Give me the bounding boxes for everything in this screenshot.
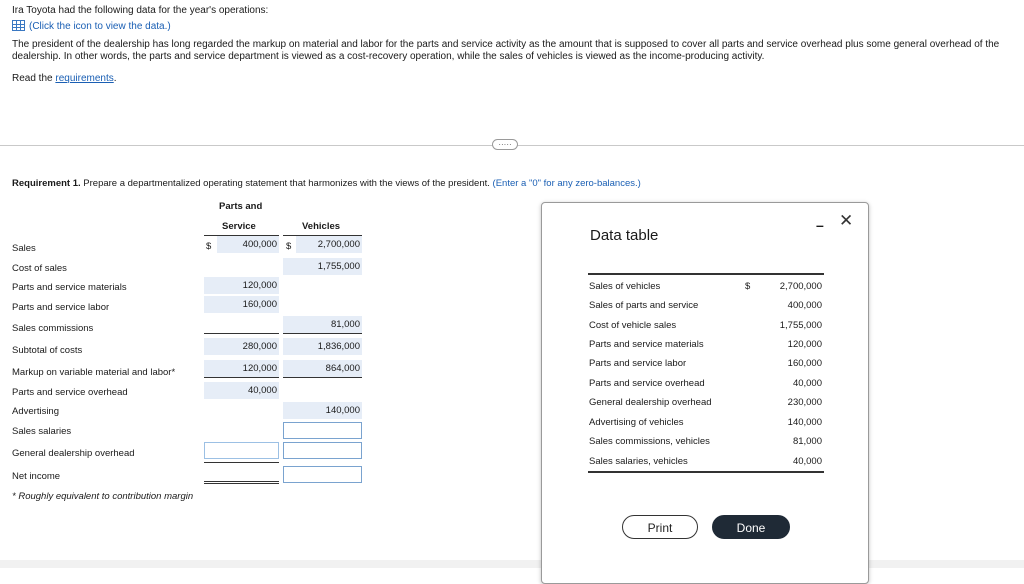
data-row-label: Advertising of vehicles — [589, 417, 684, 428]
data-row-value: 400,000 — [787, 300, 822, 311]
read-prefix: Read the — [12, 73, 56, 84]
data-row-label: Sales commissions, vehicles — [589, 436, 710, 447]
view-data-link[interactable] — [12, 20, 171, 32]
dollar-sign-veh: $ — [286, 241, 292, 252]
row-label-sales: Sales — [12, 243, 36, 254]
cell-sales-ps: 400,000 — [217, 236, 279, 253]
data-row-label: Sales salaries, vehicles — [589, 456, 688, 467]
data-row-label: Parts and service labor — [589, 358, 687, 369]
data-row-label: Cost of vehicle sales — [589, 320, 677, 331]
data-row-label: General dealership overhead — [589, 397, 712, 408]
requirements-link[interactable]: requirements — [55, 73, 114, 84]
row-label-overhead: Parts and service overhead — [12, 387, 128, 398]
data-row-label: Parts and service overhead — [589, 378, 705, 389]
row-label-salaries: Sales salaries — [12, 426, 72, 437]
requirement-line — [12, 178, 641, 189]
data-row-value: 40,000 — [792, 456, 822, 467]
cell-sales-veh: 2,700,000 — [296, 236, 362, 253]
input-salaries-veh[interactable] — [283, 422, 362, 439]
data-row-value: 230,000 — [787, 397, 822, 408]
row-label-commissions: Sales commissions — [12, 323, 94, 334]
row-label-labor: Parts and service labor — [12, 302, 110, 313]
cell-cost-of-sales-veh: 1,755,000 — [283, 258, 362, 275]
minimize-icon[interactable]: – — [816, 217, 824, 233]
row-label-net-income: Net income — [12, 471, 61, 482]
table-top-rule — [588, 273, 824, 275]
requirement-text: Prepare a departmentalized operating statement that harmonizes with the views of the president. — [80, 178, 490, 189]
expand-handle[interactable]: ····· — [492, 139, 518, 150]
read-requirements — [12, 73, 117, 84]
read-suffix: . — [113, 73, 117, 84]
footnote: * Roughly equivalent to contribution margin — [12, 491, 194, 502]
col-header-vehicles: Vehicles — [302, 221, 341, 232]
subtotal-rule-ps — [204, 333, 279, 334]
row-label-cost-of-sales: Cost of sales — [12, 263, 67, 274]
cell-markup-veh: 864,000 — [283, 360, 362, 377]
data-row-value: 1,755,000 — [779, 320, 822, 331]
data-row-label: Sales of vehicles — [589, 281, 661, 292]
cell-subtotal-ps: 280,000 — [204, 338, 279, 355]
input-general-veh[interactable] — [283, 442, 362, 459]
input-net-ps[interactable] — [204, 465, 279, 482]
data-row-value: 120,000 — [787, 339, 822, 350]
col-header-parts: Parts and — [219, 201, 263, 212]
requirement-number: Requirement 1. — [12, 178, 81, 189]
input-net-veh[interactable] — [283, 466, 362, 483]
data-row-label: Sales of parts and service — [589, 300, 699, 311]
bottom-band — [0, 560, 1024, 568]
row-label-subtotal: Subtotal of costs — [12, 345, 83, 356]
input-general-ps[interactable] — [204, 442, 279, 459]
subtotal-rule-veh — [283, 333, 362, 334]
table-dollar-sign: $ — [745, 281, 751, 292]
requirement-hint: (Enter a "0" for any zero-balances.) — [492, 178, 641, 189]
row-label-advertising: Advertising — [12, 406, 59, 417]
close-icon[interactable]: ✕ — [839, 211, 854, 230]
cell-commissions-veh: 81,000 — [283, 316, 362, 333]
cell-advertising-veh: 140,000 — [283, 402, 362, 419]
data-row-value: 160,000 — [787, 358, 822, 369]
data-row-value: 40,000 — [792, 378, 822, 389]
print-button[interactable]: Print — [622, 515, 698, 539]
table-icon[interactable] — [12, 20, 25, 31]
table-bottom-rule — [588, 471, 824, 473]
cell-materials-ps: 120,000 — [204, 277, 279, 294]
done-button[interactable]: Done — [712, 515, 790, 539]
data-row-value: 2,700,000 — [779, 281, 822, 292]
cell-markup-ps: 120,000 — [204, 360, 279, 377]
cell-subtotal-veh: 1,836,000 — [283, 338, 362, 355]
markup-rule-ps — [204, 377, 279, 378]
dialog-title: Data table — [590, 227, 659, 244]
col-header-service: Service — [222, 221, 256, 232]
data-row-label: Parts and service materials — [589, 339, 704, 350]
row-label-materials: Parts and service materials — [12, 282, 127, 293]
row-label-general: General dealership overhead — [12, 448, 135, 459]
markup-rule-veh — [283, 377, 362, 378]
net-double-rule-ps — [204, 481, 279, 484]
cell-labor-ps: 160,000 — [204, 296, 279, 313]
data-row-value: 140,000 — [787, 417, 822, 428]
dollar-sign-ps: $ — [206, 241, 212, 252]
net-rule-ps — [204, 462, 279, 463]
data-table-dialog — [541, 202, 869, 584]
cell-overhead-ps: 40,000 — [204, 382, 279, 399]
data-row-value: 81,000 — [792, 436, 822, 447]
intro-paragraph: The president of the dealership has long regarded the markup on material and labor for the parts and service activity as the amount that is supposed to cover all parts and service overhead plus some general overhead of the dealership. In other words, the parts and service department is viewed as a cost-recovery operation, while the sales of vehicles is viewed as the income-producing activity. — [12, 39, 1000, 62]
intro-line: Ira Toyota had the following data for the year's operations: — [12, 5, 269, 16]
row-label-markup: Markup on variable material and labor* — [12, 367, 176, 378]
view-data-text[interactable]: (Click the icon to view the data.) — [29, 21, 171, 32]
